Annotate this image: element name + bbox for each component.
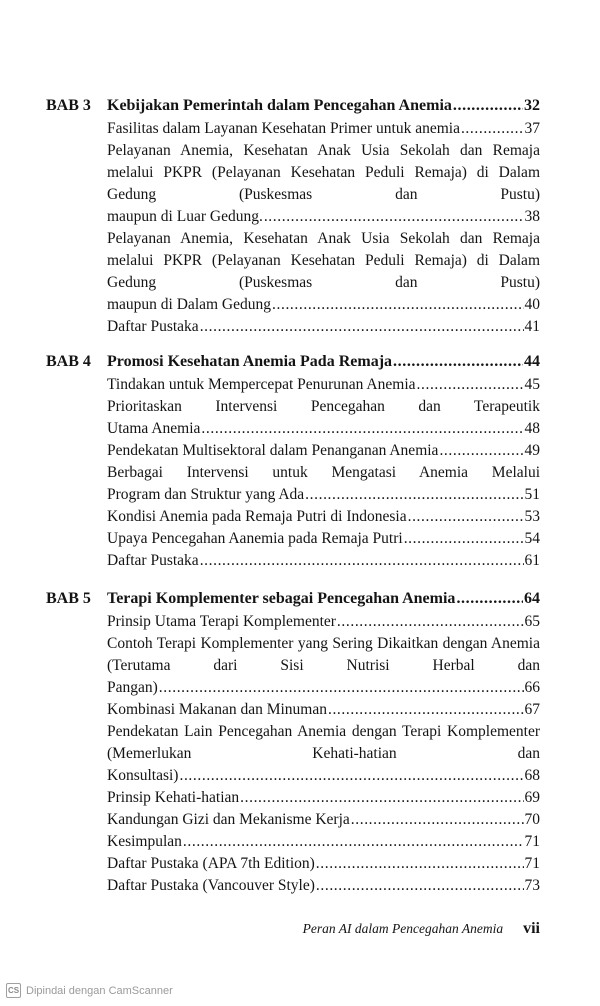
chapter-label: BAB 4 <box>46 353 91 370</box>
dot-leader <box>264 206 524 228</box>
scanner-text: Dipindai dengan CamScanner <box>26 984 173 997</box>
toc-entry-text: Kebijakan Pemerintah dalam Pencegahan Anemia <box>107 97 452 114</box>
toc-entry-text: Prinsip Utama Terapi Komplementer <box>107 613 336 630</box>
toc-entry[interactable] <box>107 118 540 140</box>
chapter-bab-4 <box>46 351 540 572</box>
toc-entry[interactable] <box>107 721 540 787</box>
toc-entry-lead: Contoh Terapi Komplementer yang Sering Dikaitkan dengan Anemia (Terutama dari Sisi Nutrisi Herbal dan <box>107 635 540 674</box>
toc-page-number: 48 <box>524 420 540 437</box>
toc-entry[interactable] <box>107 506 540 528</box>
toc-page-number: 32 <box>524 97 540 114</box>
chapter-bab-3 <box>46 95 540 338</box>
toc-entry-text: Program dan Struktur yang Ada <box>107 486 305 503</box>
dot-leader <box>337 611 524 633</box>
toc-entry-text: Konsultasi) <box>107 767 179 784</box>
toc-page-number: 51 <box>524 486 540 503</box>
toc-entry-text: Prinsip Kehati-hatian <box>107 789 240 806</box>
toc-entry-text: Daftar Pustaka <box>107 552 199 569</box>
toc-entry[interactable] <box>107 699 540 721</box>
dot-leader <box>456 588 523 610</box>
dot-leader <box>439 440 523 462</box>
toc-page-number: 69 <box>524 789 540 806</box>
toc-entry[interactable] <box>107 809 540 831</box>
toc-entry-text: Fasilitas dalam Layanan Kesehatan Primer untuk anemia <box>107 120 460 137</box>
dot-leader <box>200 316 524 338</box>
dot-leader <box>159 677 524 699</box>
dot-leader <box>316 853 524 875</box>
chapter-label: BAB 3 <box>46 97 91 114</box>
toc-entry-text: maupun di Luar Gedung. <box>107 208 263 225</box>
dot-leader <box>351 809 524 831</box>
toc-page-number: 53 <box>524 508 540 525</box>
toc-entry-text: Daftar Pustaka (APA 7th Edition) <box>107 855 315 872</box>
toc-entry-lead: Pelayanan Anemia, Kesehatan Anak Usia Sekolah dan Remaja melalui PKPR (Pelayanan Kesehatan Peduli Remaja) di Dalam Gedung (Puskesmas dan Pustu) <box>107 142 540 203</box>
toc-page-number: 71 <box>524 833 540 850</box>
toc-chapter-title[interactable] <box>107 95 540 117</box>
toc-entry[interactable] <box>107 228 540 316</box>
toc-entry[interactable] <box>107 875 540 897</box>
toc-entry[interactable] <box>107 853 540 875</box>
toc-entries <box>107 351 540 572</box>
toc-entry-text: Daftar Pustaka <box>107 318 199 335</box>
dot-leader <box>316 875 524 897</box>
toc-entry[interactable] <box>107 528 540 550</box>
toc-chapter-title[interactable] <box>107 351 540 373</box>
toc-entry-text: Kondisi Anemia pada Remaja Putri di Indonesia <box>107 508 407 525</box>
dot-leader <box>179 765 523 787</box>
toc-entry[interactable] <box>107 140 540 228</box>
toc-chapter-title[interactable] <box>107 588 540 610</box>
toc-page-number: 64 <box>524 590 540 607</box>
dot-leader <box>393 351 523 373</box>
toc-entry-lead: Berbagai Intervensi untuk Mengatasi Anemia Melalui <box>107 464 540 481</box>
toc-page-number: 61 <box>524 552 540 569</box>
dot-leader <box>404 528 524 550</box>
page-number: vii <box>523 920 540 937</box>
page-footer <box>0 920 540 938</box>
toc-entry[interactable] <box>107 550 540 572</box>
toc-page-number: 65 <box>524 613 540 630</box>
dot-leader <box>305 484 523 506</box>
toc-page-number: 38 <box>524 208 540 225</box>
toc-entry-lead: Prioritaskan Intervensi Pencegahan dan Terapeutik <box>107 398 540 415</box>
toc-entry[interactable] <box>107 611 540 633</box>
toc-entry-text: Utama Anemia <box>107 420 201 437</box>
toc-entry[interactable] <box>107 374 540 396</box>
toc-page-number: 54 <box>524 530 540 547</box>
toc-page-number: 41 <box>524 318 540 335</box>
toc-entry-text: Kandungan Gizi dan Mekanisme Kerja <box>107 811 350 828</box>
toc-entry-text: Kombinasi Makanan dan Minuman <box>107 701 327 718</box>
dot-leader <box>240 787 523 809</box>
running-title: Peran AI dalam Pencegahan Anemia <box>302 921 504 936</box>
toc-page-number: 70 <box>524 811 540 828</box>
toc-entry-text: maupun di Dalam Gedung <box>107 296 272 313</box>
toc-page-number: 67 <box>524 701 540 718</box>
toc-page-number: 40 <box>524 296 540 313</box>
dot-leader <box>200 550 524 572</box>
chapter-label: BAB 5 <box>46 590 91 607</box>
toc-entry-lead: Pendekatan Lain Pencegahan Anemia dengan Terapi Komplementer (Memerlukan Kehati-hatian dan <box>107 723 540 762</box>
toc-entry[interactable] <box>107 462 540 506</box>
toc-entry-lead: Pelayanan Anemia, Kesehatan Anak Usia Sekolah dan Remaja melalui PKPR (Pelayanan Kesehatan Peduli Remaja) di Dalam Gedung (Puskesmas dan Pustu) <box>107 230 540 291</box>
toc-page-number: 37 <box>524 120 540 137</box>
dot-leader <box>183 831 524 853</box>
toc-entries <box>107 95 540 338</box>
toc-page-number: 73 <box>524 877 540 894</box>
toc-entry-text: Promosi Kesehatan Anemia Pada Remaja <box>107 353 393 370</box>
toc-entry[interactable] <box>107 831 540 853</box>
toc-entry[interactable] <box>107 396 540 440</box>
toc-page-number: 49 <box>524 442 540 459</box>
toc-page-number: 71 <box>524 855 540 872</box>
toc-entry-text: Daftar Pustaka (Vancouver Style) <box>107 877 315 894</box>
dot-leader <box>417 374 524 396</box>
toc-entry-text: Kesimpulan <box>107 833 182 850</box>
toc-entry-text: Upaya Pencegahan Aanemia pada Remaja Putri <box>107 530 403 547</box>
chapter-bab-5 <box>46 588 540 897</box>
toc-entry-text: Terapi Komplementer sebagai Pencegahan Anemia <box>107 590 456 607</box>
dot-leader <box>201 418 523 440</box>
dot-leader <box>328 699 524 721</box>
toc-page-number: 44 <box>524 353 540 370</box>
toc-entry[interactable] <box>107 440 540 462</box>
toc-entry[interactable] <box>107 787 540 809</box>
toc-page-number: 45 <box>524 376 540 393</box>
toc-entries <box>107 588 540 897</box>
scanner-watermark <box>6 983 173 998</box>
toc-entry-text: Pendekatan Multisektoral dalam Penanganan Anemia <box>107 442 439 459</box>
toc-entry[interactable] <box>107 316 540 338</box>
toc-entry-text: Pangan) <box>107 679 158 696</box>
camscanner-logo-icon: CS <box>6 983 21 998</box>
toc-page-number: 66 <box>524 679 540 696</box>
dot-leader <box>453 95 523 117</box>
dot-leader <box>408 506 524 528</box>
toc-entry-text: Tindakan untuk Mempercepat Penurunan Anemia <box>107 376 416 393</box>
toc-entry[interactable] <box>107 633 540 699</box>
dot-leader <box>461 118 524 140</box>
toc-page-number: 68 <box>524 767 540 784</box>
dot-leader <box>272 294 523 316</box>
